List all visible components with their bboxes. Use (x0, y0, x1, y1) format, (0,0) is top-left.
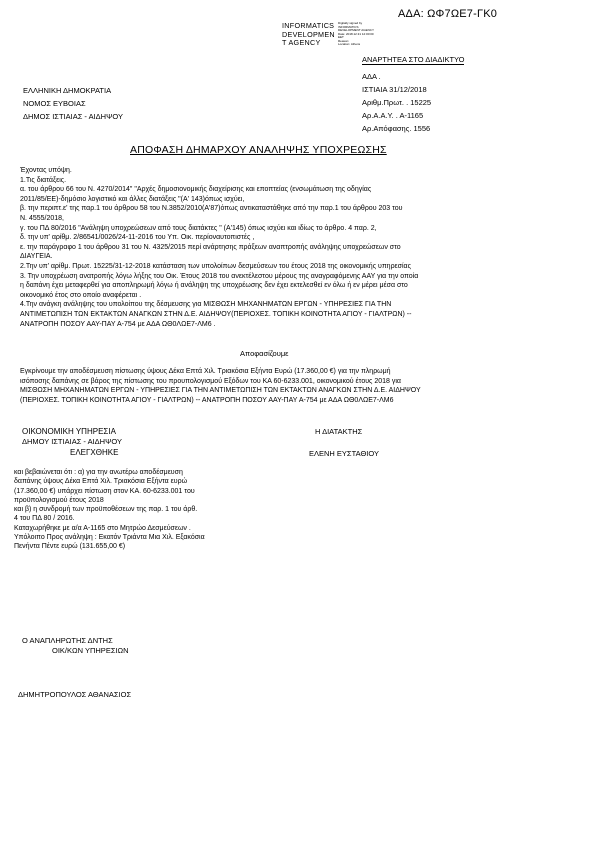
body-line: α. του άρθρου 66 του Ν. 4270/2014" "Αρχές δημοσιονομικής διαχείρισης και εποπτείας (ενσωμάτωση της οδηγίας (20, 186, 372, 194)
ref-aay: Αρ.Α.Α.Υ. . Α-1165 (362, 111, 424, 120)
body-line: ΑΝΑΤΡΟΠΗ ΠΟΣΟΥ ΑΑΥ-ΠΑΥ Α-754 με ΑΔΑ ΩΘ0ΛΩΕ7-ΛΜ6 . (20, 320, 216, 328)
decision-line: Εγκρίνουμε την αποδέσμευση πίστωσης ύψους Δέκα Επτά Χιλ. Τριακόσια Εξήντα Ευρώ (17.360,00 €) για την πληρωμή (20, 368, 391, 375)
economic-service-dept: ΔΗΜΟΥ ΙΣΤΙΑΙΑΣ - ΑΙΔΗΨΟΥ (22, 437, 122, 446)
ref-ada: ΑΔΑ . (362, 72, 381, 81)
verification-line: προϋπολογισμού έτους 2018 (14, 496, 104, 504)
considerations-block (20, 166, 580, 329)
body-line: 3. Την υποχρέωση ανατροπής λόγω λήξης του Οικ. Έτους 2018 του ανεκτέλεστου μέρους της αναγραφόμενης ΑΑΥ για την οποία (20, 272, 419, 280)
body-line: Ν. 4555/2018, (20, 214, 64, 222)
body-line: ε. την παράγραφο 1 του άρθρου 31 του Ν. 4325/2015 περί ανάρτησης πράξεων αναπτροπής ανάληψης υποχρεώσεων στο (20, 243, 401, 251)
decision-block (20, 367, 421, 405)
economic-service-title: ΟΙΚΟΝΟΜΙΚΗ ΥΠΗΡΕΣΙΑ (22, 427, 116, 436)
logo-line: INFORMATICS (282, 21, 335, 30)
decision-line: ισόποσης δαπάνης σε βάρος της πίστωσης του προυπολογισμού Εξόδων του ΚΑ 60-6233.001, οικονομικού έτους 2018 για (20, 377, 401, 385)
authorizing-officer-role: Η ΔΙΑΤΑΚΤΗΣ (315, 427, 363, 436)
stamp-line: Date: 2018.12.31 12:00:00 (338, 31, 374, 36)
body-line: β. την περιπτ.ε' της παρ.1 του άρθρου 58 του Ν.3852/2010(Α'87)όπως αντικαταστάθηκε από την παρ.1 του άρθρου 203 του (20, 205, 403, 213)
verification-line: 4 του ΠΔ 80 / 2016. (14, 515, 75, 523)
body-line: 1.Τις διατάξεις. (20, 176, 67, 184)
deputy-director-dept: ΟΙΚ/ΚΩΝ ΥΠΗΡΕΣΙΩΝ (52, 646, 129, 655)
decision-line: (ΠΕΡΙΟΧΕΣ. ΤΟΠΙΚΗ ΚΟΙΝΟΤΗΤΑ ΑΓΙΟΥ - ΓΙΑΛΤΡΩΝ) -- ΑΝΑΤΡΟΠΗ ΠΟΣΟΥ ΑΑΥ-ΠΑΥ Α-754 με ΑΔΑ ΩΘ0ΛΩΕ7-ΛΜ6 (20, 396, 394, 404)
posted-online-label: ΑΝΑΡΤΗΤΕΑ ΣΤΟ ΔΙΑΔΙΚΤΥΟ (362, 55, 465, 64)
body-line: δ. την υπ' αρίθμ. 2/86541/0026/24-11-2016 του Υπ. Οικ. περίοναυτοπιστές , (20, 234, 255, 242)
verification-line: δαπάνης ύψους Δέκα Επτά Χιλ. Τριακόσια Εξήντα ευρώ (14, 478, 188, 486)
verification-block (14, 468, 205, 552)
checked-label: ΕΛΕΓΧΘΗΚΕ (70, 448, 119, 457)
verification-line: Πενήντα Πέντε ευρώ (131.655,00 €) (14, 543, 126, 551)
stamp-line: Digitally signed by (338, 21, 363, 25)
stamp-line: EET (338, 35, 344, 39)
stamp-line: Location: Athens (338, 42, 361, 46)
ref-protocol: Αριθμ.Πρωτ. . 15225 (362, 98, 432, 107)
stamp-line: DEVELOPMENT AGENCY (338, 28, 374, 32)
issuer-line: ΝΟΜΟΣ ΕΥΒΟΙΑΣ (23, 99, 86, 108)
decision-line: ΜΙΣΘΩΣΗ ΜΗΧΑΝΗΜΑΤΩΝ ΕΡΓΩΝ - ΥΠΗΡΕΣΙΕΣ ΓΙΑ ΤΗΝ ΑΝΤΙΜΕΤΩΠΙΣΗ ΤΩΝ ΕΚΤΑΚΤΩΝ ΑΝΑΓΚΩΝ ΣΤΗΝ Δ.Ε. ΑΙΔΗΨΟΥ (20, 387, 421, 395)
verification-line: Υπόλοιπο Προς ανάληψη : Εκατόν Τριάντα Μια Χιλ. Εξακόσια (14, 534, 205, 542)
reference-block (362, 70, 431, 135)
body-line: η δαπάνη έχει μεταφερθεί για αποπληρωμή λόγω ή ανάληψη της υποχρέωσης δεν έχει εκτελεσθεί εν όλω ή εν μέρει μέσα στο (20, 282, 408, 290)
body-line: ΔΙΑΥΓΕΙΑ. (20, 253, 53, 261)
body-line: ΑΝΤΙΜΕΤΩΠΙΣΗ ΤΩΝ ΕΚΤΑΚΤΩΝ ΑΝΑΓΚΩΝ ΣΤΗΝ Δ.Ε. ΑΙΔΗΨΟΥ(ΠΕΡΙΟΧΕΣ. ΤΟΠΙΚΗ ΚΟΙΝΟΤΗΤΑ ΑΓΙΟΥ - ΓΙΑΛΤΡΩΝ) -- (20, 310, 412, 318)
digital-signature-stamp (338, 22, 374, 47)
logo-line: DEVELOPMEN (282, 29, 335, 39)
verification-line: και βεβαιώνεται ότι : α) για την ανωτέρω αποδέσμευση (14, 469, 183, 476)
body-line: οικονομικό έτος στο οποίο αναφέρεται . (20, 291, 142, 299)
signer-name: ΔΗΜΗΤΡΟΠΟΥΛΟΣ ΑΘΑΝΑΣΙΟΣ (18, 690, 132, 699)
issuer-block (23, 84, 123, 123)
issuer-line: ΔΗΜΟΣ ΙΣΤΙΑΙΑΣ - ΑΙΔΗΨΟΥ (23, 112, 123, 121)
verification-line: Καταχωρήθηκε με α/α Α-1165 στο Μητρώο Δεσμεύσεων . (14, 524, 191, 532)
we-decide-heading: Αποφασίζουμε (240, 349, 289, 358)
ada-header: ΑΔΑ: ΩΦ7ΩΕ7-ΓΚ0 (398, 8, 498, 20)
body-line: γ. του ΠΔ 80/2016 "Ανάληψη υποχρεώσεων από τους διατάκτες " (Α'145) όπως ισχύει και ιδίως το άρθρο. 4 παρ. 2, (20, 224, 377, 232)
stamp-line: Reason: (338, 38, 350, 43)
ref-decision-number: Αρ.Απόφασης. 1556 (362, 124, 431, 133)
body-line: 4.Την ανάγκη ανάληψης του υπολοίπου της δέσμευσης για ΜΙΣΘΩΣΗ ΜΗΧΑΝΗΜΑΤΩΝ ΕΡΓΩΝ - ΥΠΗΡΕΣΙΕΣ ΓΙΑ ΤΗΝ (20, 301, 392, 309)
economic-service-block (22, 427, 122, 447)
stamp-line: INFORMATICS (338, 24, 359, 29)
body-line: Έχοντας υπόψη. (20, 167, 72, 174)
verification-line: και β) η συνδρομή των προϋποθέσεων της παρ. 1 του άρθ. (14, 506, 198, 514)
verification-line: (17.360,00 €) υπάρχει πίστωση στον ΚΑ. 60-6233.001 του (14, 487, 195, 495)
document-title: ΑΠΟΦΑΣΗ ΔΗΜΑΡΧΟΥ ΑΝΑΛΗΨΗΣ ΥΠΟΧΡΕΩΣΗΣ (130, 144, 387, 156)
authorizing-officer-name: ΕΛΕΝΗ ΕΥΣΤΑΘΙΟΥ (309, 449, 379, 458)
logo-line: T AGENCY (282, 38, 321, 47)
body-line: 2011/85/ΕΕ)-δημόσιο λογιστικό και άλλες διατάξεις "(Α' 143)όπως ισχύει, (20, 195, 245, 203)
body-line: 2.Την υπ' αρίθμ. Πρωτ. 15225/31-12-2018 κατάσταση των υπολοίπων δεσμεύσεων του έτους 2018 της οικονομικής υπηρεσίας (20, 262, 411, 270)
ref-date: ΙΣΤΙΑΙΑ 31/12/2018 (362, 85, 427, 94)
issuer-line: ΕΛΛΗΝΙΚΗ ΔΗΜΟΚΡΑΤΙΑ (23, 86, 112, 95)
deputy-director-title: Ο ΑΝΑΠΛΗΡΩΤΗΣ ΔΝΤΗΣ (22, 636, 113, 645)
